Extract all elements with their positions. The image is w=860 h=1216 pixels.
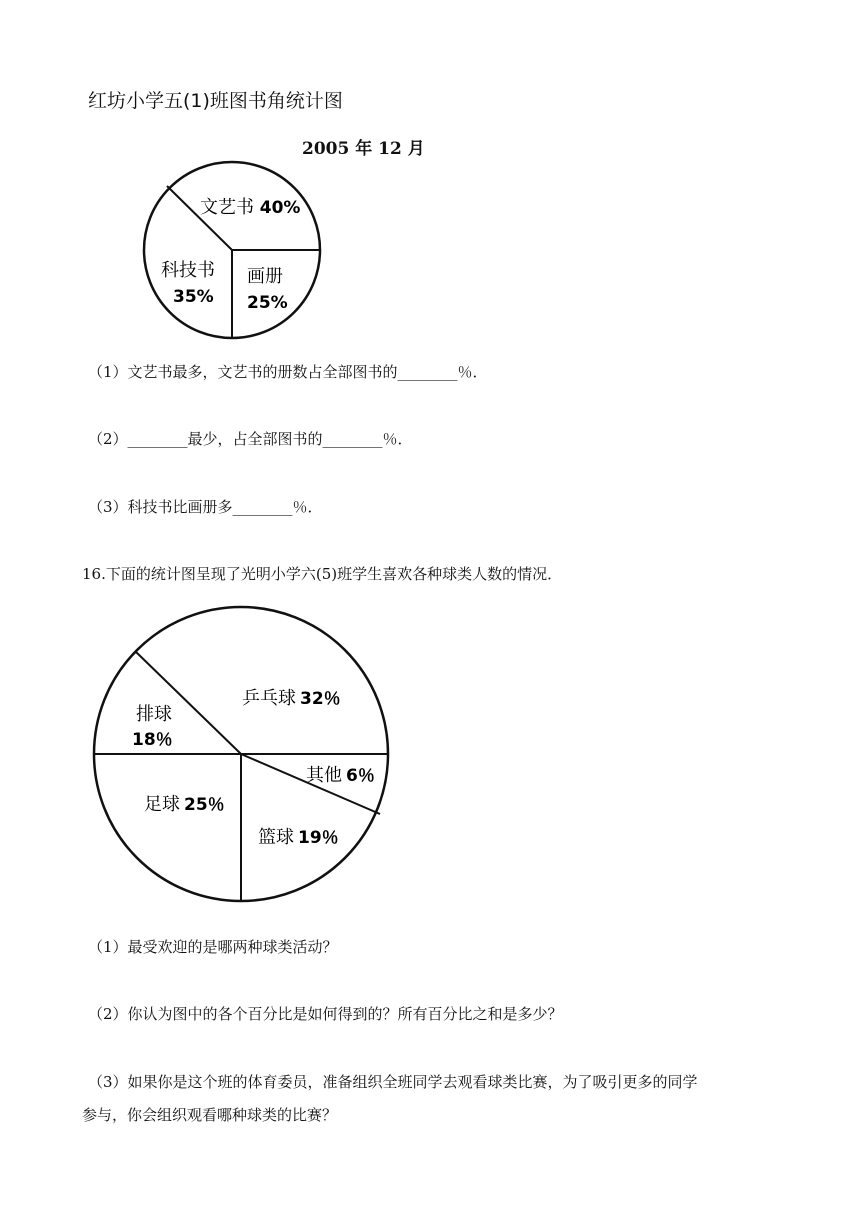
chart1-title: 红坊小学五(1)班图书角统计图 [88, 90, 343, 112]
slice-name-科技书: 科技书 [161, 260, 215, 281]
slice-name-排球: 排球 [136, 704, 172, 725]
slice-value-画册: 25% [247, 293, 288, 313]
slice-value-排球: 18％ [132, 730, 173, 750]
slice-label-文艺书: 文艺书 40% [200, 197, 301, 218]
question-16-2: （2）你认为图中的各个百分比是如何得到的？所有百分比之和是多少？ [88, 1005, 563, 1023]
book-pie-chart [135, 158, 335, 348]
question-16-1: （1）最受欢迎的是哪两种球类活动？ [88, 938, 338, 956]
question-16-3-line2: 参与，你会组织观看哪种球类的比赛？ [82, 1106, 338, 1124]
slice-value-科技书: 35% [173, 287, 214, 307]
ball-pie-chart [90, 598, 400, 918]
problem-16-title: 16.下面的统计图呈现了光明小学六(5)班学生喜欢各种球类人数的情况． [82, 565, 563, 583]
slice-label-其他: 其他 6％ [306, 765, 375, 786]
slice-label-乒乓球: 乒乓球 32％ [242, 688, 341, 709]
chart1-date: 2005 年 12 月 [302, 139, 425, 159]
slice-label-足球: 足球 25％ [144, 794, 225, 815]
question-16-3-line1: （3）如果你是这个班的体育委员，准备组织全班同学去观看球类比赛，为了吸引更多的同学 [88, 1073, 698, 1091]
slice-name-画册: 画册 [247, 266, 283, 287]
slice-label-篮球: 篮球 19％ [258, 827, 339, 848]
question-1-3: （3）科技书比画册多________％． [88, 498, 323, 516]
question-1-2: （2）________最少，占全部图书的________％． [88, 430, 413, 448]
question-1-1: （1）文艺书最多，文艺书的册数占全部图书的________％． [88, 363, 488, 381]
